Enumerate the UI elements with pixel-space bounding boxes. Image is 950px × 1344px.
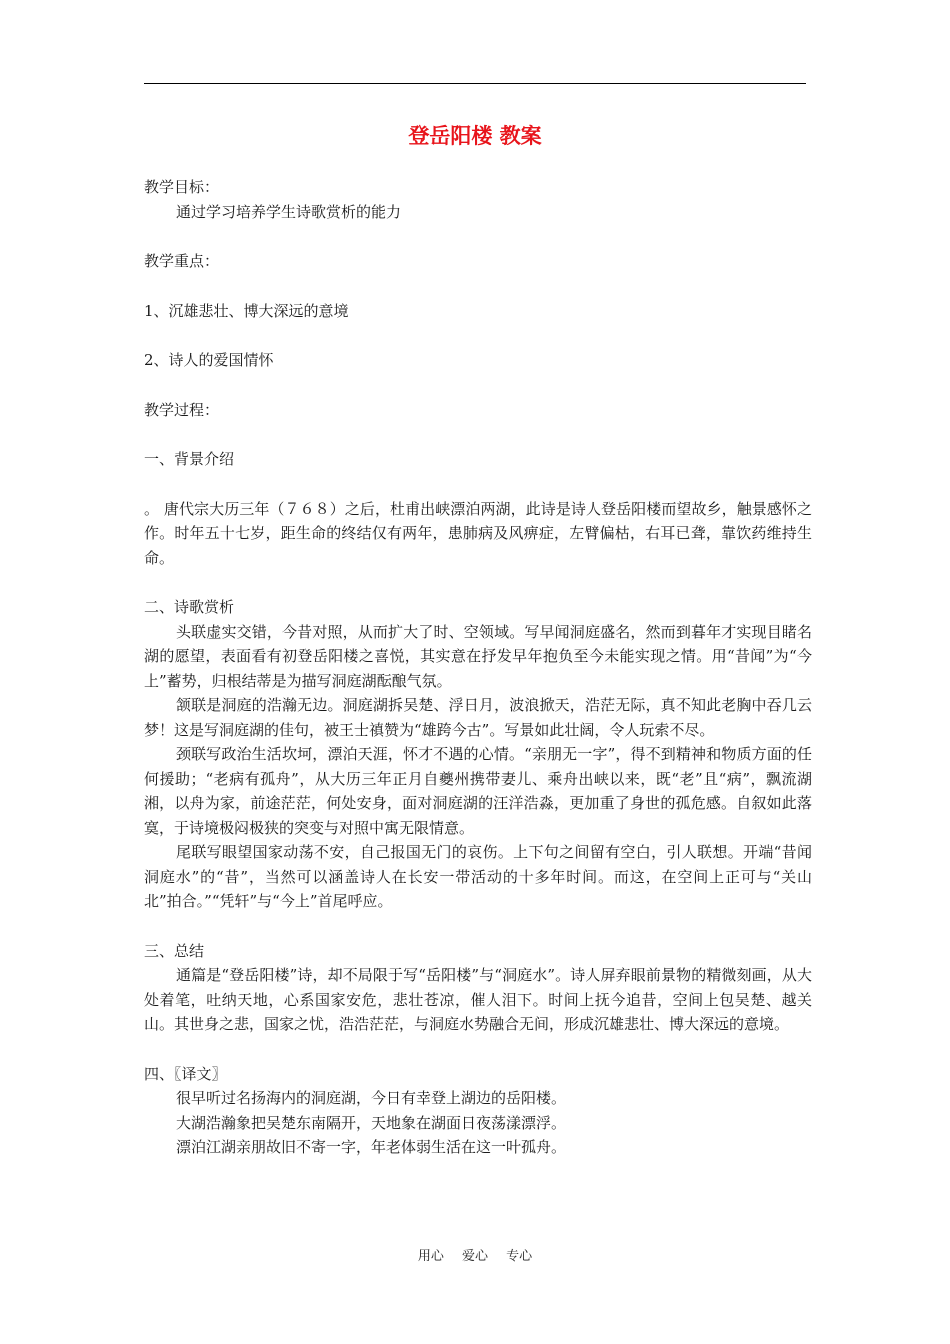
translation-line-2: 大湖浩瀚象把吴楚东南隔开，天地象在湖面日夜荡漾漂浮。 bbox=[176, 1113, 567, 1132]
page-footer: 用心 爱心 专心 bbox=[417, 1249, 533, 1264]
focus-item-2: 2、诗人的爱国情怀 bbox=[144, 351, 274, 369]
focus-item-1: 1、沉雄悲壮、博大深远的意境 bbox=[144, 301, 349, 320]
header-rule bbox=[144, 83, 806, 84]
goal-heading: 教学目标： bbox=[144, 178, 220, 196]
analysis-heading: 二、诗歌赏析 bbox=[144, 598, 235, 616]
document-body bbox=[144, 175, 812, 1160]
page-title: 登岳阳楼 教案 bbox=[408, 124, 542, 148]
summary-text: 通篇是“登岳阳楼”诗，却不局限于写“岳阳楼”与“洞庭水”。诗人屏弃眼前景物的精微刻画，从大处着笔，吐纳天地，心系国家安危，悲壮苍凉，催人泪下。时间上抚今追昔，空间上包吴楚、越关山。其世身之悲，国家之忧，浩浩茫茫，与洞庭水势融合无间，形成沉雄悲壮、博大深远的意境。 bbox=[144, 966, 812, 1033]
background-text: 。 唐代宗大历三年（７６８）之后，杜甫出峡漂泊两湖，此诗是诗人登岳阳楼而望故乡，触景感怀之作。时年五十七岁，距生命的终结仅有两年，患肺病及风痹症，左臂偏枯，右耳已聋，靠饮药维持生命。 bbox=[144, 499, 812, 567]
translation-line-3: 漂泊江湖亲朋故旧不寄一字，年老体弱生活在这一叶孤舟。 bbox=[176, 1138, 567, 1156]
analysis-paragraph-3: 颈联写政治生活坎坷，漂泊天涯，怀才不遇的心情。“亲朋无一字”，得不到精神和物质方面的任何援助；“老病有孤舟”，从大历三年正月自夔州携带妻儿、乘舟出峡以来，既“老”且“病”，飘流湖湘，以舟为家，前途茫茫，何处安身，面对洞庭湖的汪洋浩淼，更加重了身世的孤危感。自叙如此落寞，于诗境极闷极狭的突变与对照中寓无限情意。 bbox=[144, 745, 812, 837]
summary-heading: 三、总结 bbox=[144, 941, 205, 960]
focus-heading: 教学重点： bbox=[144, 252, 220, 270]
analysis-paragraph-4: 尾联写眼望国家动荡不安，自己报国无门的哀伤。上下句之间留有空白，引人联想。开端“昔闻洞庭水”的“昔”，当然可以涵盖诗人在长安一带活动的十多年时间。而这，在空间上正可与“关山北”拍合。”“凭轩”与“今上”首尾呼应。 bbox=[144, 843, 812, 910]
translation-heading: 四、〖译文〗 bbox=[144, 1064, 227, 1083]
background-heading: 一、背景介绍 bbox=[144, 450, 235, 468]
analysis-paragraph-1: 头联虚实交错，今昔对照，从而扩大了时、空领域。写早闻洞庭盛名，然而到暮年才实现目睹名湖的愿望，表面看有初登岳阳楼之喜悦，其实意在抒发早年抱负至今未能实现之情。用“昔闻”为“今上”蓄势，归根结蒂是为描写洞庭湖酝酿气氛。 bbox=[144, 622, 812, 690]
process-heading: 教学过程： bbox=[144, 400, 220, 419]
analysis-paragraph-2: 颔联是洞庭的浩瀚无边。洞庭湖拆吴楚、浮日月，波浪掀天，浩茫无际，真不知此老胸中吞几云梦！这是写洞庭湖的佳句，被王士禛赞为“雄跨今古”。写景如此壮阔，令人玩索不尽。 bbox=[144, 696, 812, 739]
goal-text: 通过学习培养学生诗歌赏析的能力 bbox=[176, 202, 402, 221]
translation-line-1: 很早听过名扬海内的洞庭湖，今日有幸登上湖边的岳阳楼。 bbox=[176, 1089, 567, 1107]
